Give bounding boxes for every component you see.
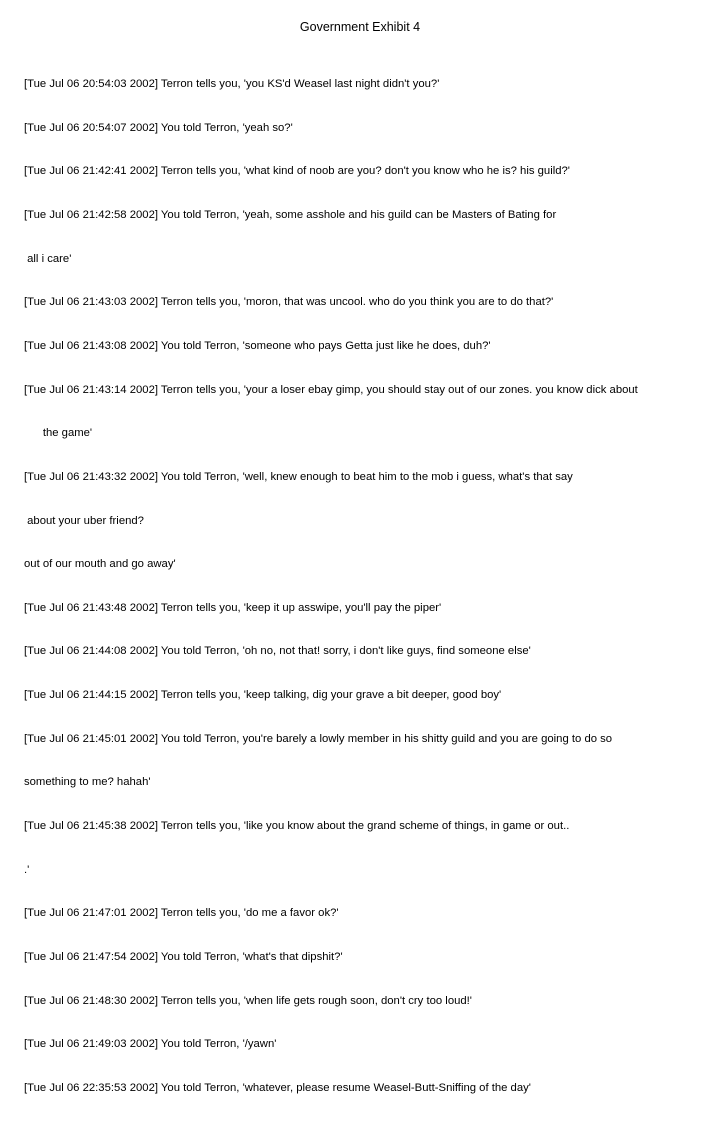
chat-log-line: [Tue Jul 06 21:43:14 2002] Terron tells you, 'your a loser ebay gimp, you should stay out of our zones. you know dick about [24, 383, 638, 396]
chat-log-line: [Tue Jul 06 21:45:01 2002] You told Terron, you're barely a lowly member in his shitty guild and you are going to do so [24, 732, 613, 745]
chat-log [24, 48, 704, 1124]
chat-log-line: [Tue Jul 06 21:42:58 2002] You told Terron, 'yeah, some asshole and his guild can be Masters of Bating for [24, 209, 557, 222]
chat-log-line: [Tue Jul 06 21:47:54 2002] You told Terron, 'what's that dipshit?' [24, 950, 343, 963]
chat-log-line: [Tue Jul 06 21:43:03 2002] Terron tells you, 'moron, that was uncool. who do you think you are to do that?' [24, 296, 554, 309]
chat-log-line: [Tue Jul 06 20:54:07 2002] You told Terron, 'yeah so?' [24, 121, 293, 134]
chat-log-line: [Tue Jul 06 21:48:30 2002] Terron tells you, 'when life gets rough soon, don't cry too loud!' [24, 994, 472, 1007]
chat-log-line: [Tue Jul 06 21:47:01 2002] Terron tells you, 'do me a favor ok?' [24, 907, 339, 920]
chat-log-line: .' [24, 863, 30, 876]
chat-log-line: [Tue Jul 06 21:43:08 2002] You told Terron, 'someone who pays Getta just like he does, duh?' [24, 339, 491, 352]
chat-log-line: about your uber friend? [24, 514, 144, 527]
chat-log-line: [Tue Jul 06 22:35:53 2002] You told Terron, 'whatever, please resume Weasel-Butt-Sniffing of the day' [24, 1081, 531, 1094]
chat-log-line: [Tue Jul 06 21:49:03 2002] You told Terron, '/yawn' [24, 1038, 277, 1051]
chat-log-line: all i care' [24, 252, 72, 265]
chat-log-line: [Tue Jul 06 21:43:32 2002] You told Terron, 'well, knew enough to beat him to the mob i guess, what's that say [24, 470, 573, 483]
chat-log-line: [Tue Jul 06 21:45:38 2002] Terron tells you, 'like you know about the grand scheme of things, in game or out.. [24, 819, 570, 832]
chat-log-line: [Tue Jul 06 21:44:08 2002] You told Terron, 'oh no, not that! sorry, i don't like guys, find someone else' [24, 645, 531, 658]
chat-log-line: something to me? hahah' [24, 776, 151, 789]
chat-log-line: [Tue Jul 06 21:44:15 2002] Terron tells you, 'keep talking, dig your grave a bit deeper, good boy' [24, 689, 502, 702]
chat-log-line: [Tue Jul 06 21:42:41 2002] Terron tells you, 'what kind of noob are you? don't you know who he is? his guild?' [24, 165, 570, 178]
chat-log-line: the game' [24, 427, 93, 440]
chat-log-line: out of our mouth and go away' [24, 558, 176, 571]
chat-log-line: [Tue Jul 06 20:54:03 2002] Terron tells you, 'you KS'd Weasel last night didn't you?' [24, 78, 440, 91]
page-title: Government Exhibit 4 [299, 20, 421, 34]
chat-log-line: [Tue Jul 06 21:43:48 2002] Terron tells you, 'keep it up asswipe, you'll pay the piper' [24, 601, 442, 614]
